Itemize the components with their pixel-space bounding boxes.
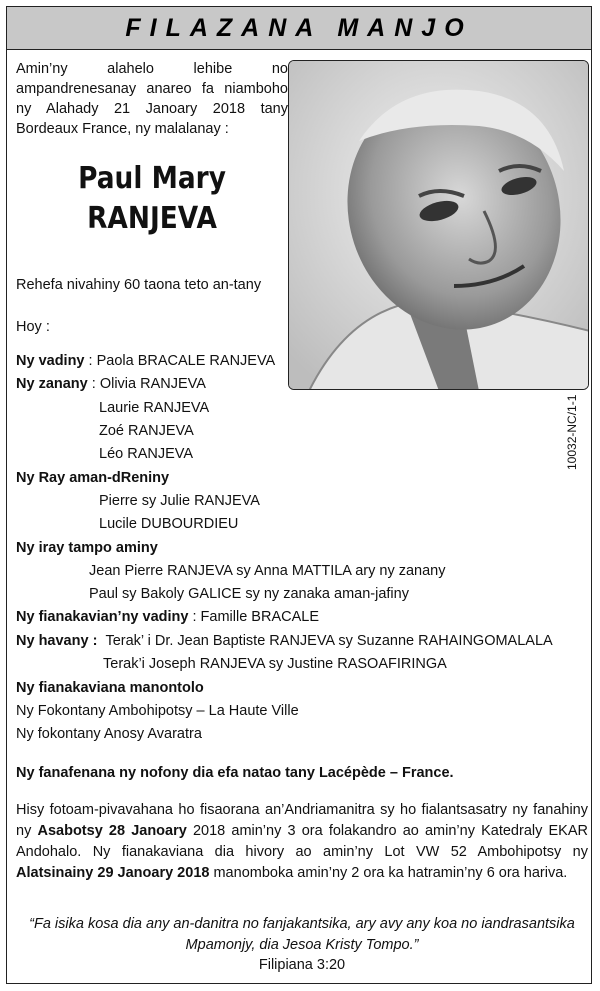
reference-code: 10032-NC/1-1 [565, 394, 579, 470]
iray-item: Jean Pierre RANJEVA sy Anna MATTILA ary ny zanany [89, 563, 446, 579]
iray-item: Paul sy Bakoly GALICE sy ny zanaka aman-jafiny [89, 586, 409, 602]
hoy-text: Hoy : [16, 319, 50, 335]
zanany-item: Laurie RANJEVA [99, 400, 210, 416]
portrait-illustration [289, 61, 589, 390]
service-paragraph [16, 800, 588, 884]
fianakaviany-value: : Famille BRACALE [188, 609, 320, 625]
zanany-item: Zoé RANJEVA [99, 423, 194, 439]
havany-item: Terak’ i Dr. Jean Baptiste RANJEVA sy Suzanne RAHAINGOMALALA [105, 633, 553, 649]
service-part3: manomboka amin’ny 2 ora ka hatramin’ny 6 ora hariva. [209, 865, 568, 881]
deceased-name [32, 159, 271, 239]
vadiny-line [16, 351, 275, 371]
zanany-value: : Olivia RANJEVA [87, 376, 206, 392]
havany-item: Terak’i Joseph RANJEVA sy Justine RASOAFIRINGA [103, 656, 447, 672]
manontolo-item: Ny Fokontany Ambohipotsy – La Haute Ville [16, 703, 299, 719]
name-last: RANJEVA [87, 201, 217, 236]
havany-label: Ny havany : [16, 633, 98, 649]
fianakaviany-line [16, 607, 319, 627]
age-text: Rehefa nivahiny 60 taona teto an-tany [16, 277, 262, 293]
vadiny-label: Ny vadiny [16, 353, 85, 369]
banner-title: FILAZANA MANJO [7, 7, 591, 50]
manontolo-label: Ny fianakaviana manontolo [16, 680, 204, 696]
zanany-label: Ny zanany [16, 376, 88, 392]
bible-quote: “Fa isika kosa dia any an-danitra no fanjakantsika, ary avy any koa no iandrasantsika Mpamonjy, dia Jesoa Kristy Tompo.” [29, 916, 575, 953]
ray-item: Pierre sy Julie RANJEVA [99, 493, 260, 509]
service-date1: Asabotsy 28 Janoary [37, 823, 187, 839]
havany-line [16, 631, 553, 651]
portrait-photo [288, 60, 589, 390]
vadiny-value: : Paola BRACALE RANJEVA [84, 353, 276, 369]
ray-item: Lucile DUBOURDIEU [99, 516, 239, 532]
intro-text: Amin’ny alahelo lehibe no ampandrenesanay anareo fa niamboho ny Alahady 21 Janoary 2018 tany Bordeaux France, ny malalanay : [16, 61, 288, 137]
fianakaviany-label: Ny fianakavian’ny vadiny [16, 609, 189, 625]
zanany-line [16, 374, 206, 394]
quote-reference: Filipiana 3:20 [258, 957, 346, 973]
obituary-frame [6, 6, 592, 984]
name-first: Paul Mary [78, 161, 226, 196]
service-part2: 2018 amin’ny 3 ora folakandro ao amin’ny Katedraly EKAR Andohalo. Ny fianakaviana dia hivory ao amin’ny Lot VW 52 Ambohipotsy ny [16, 823, 588, 860]
ray-label: Ny Ray aman-dReniny [16, 470, 170, 486]
zanany-item: Léo RANJEVA [99, 446, 194, 462]
iray-label: Ny iray tampo aminy [16, 540, 158, 556]
fanafenana-text: Ny fanafenana ny nofony dia efa natao tany Lacépède – France. [16, 765, 454, 781]
service-part1: Hisy fotoam-pivavahana ho fisaorana an’Andriamanitra sy ho fialantsasatry ny fanahiny ny [16, 802, 588, 839]
manontolo-item: Ny fokontany Anosy Avaratra [16, 726, 202, 742]
service-date2: Alatsinainy 29 Janoary 2018 [16, 865, 210, 881]
